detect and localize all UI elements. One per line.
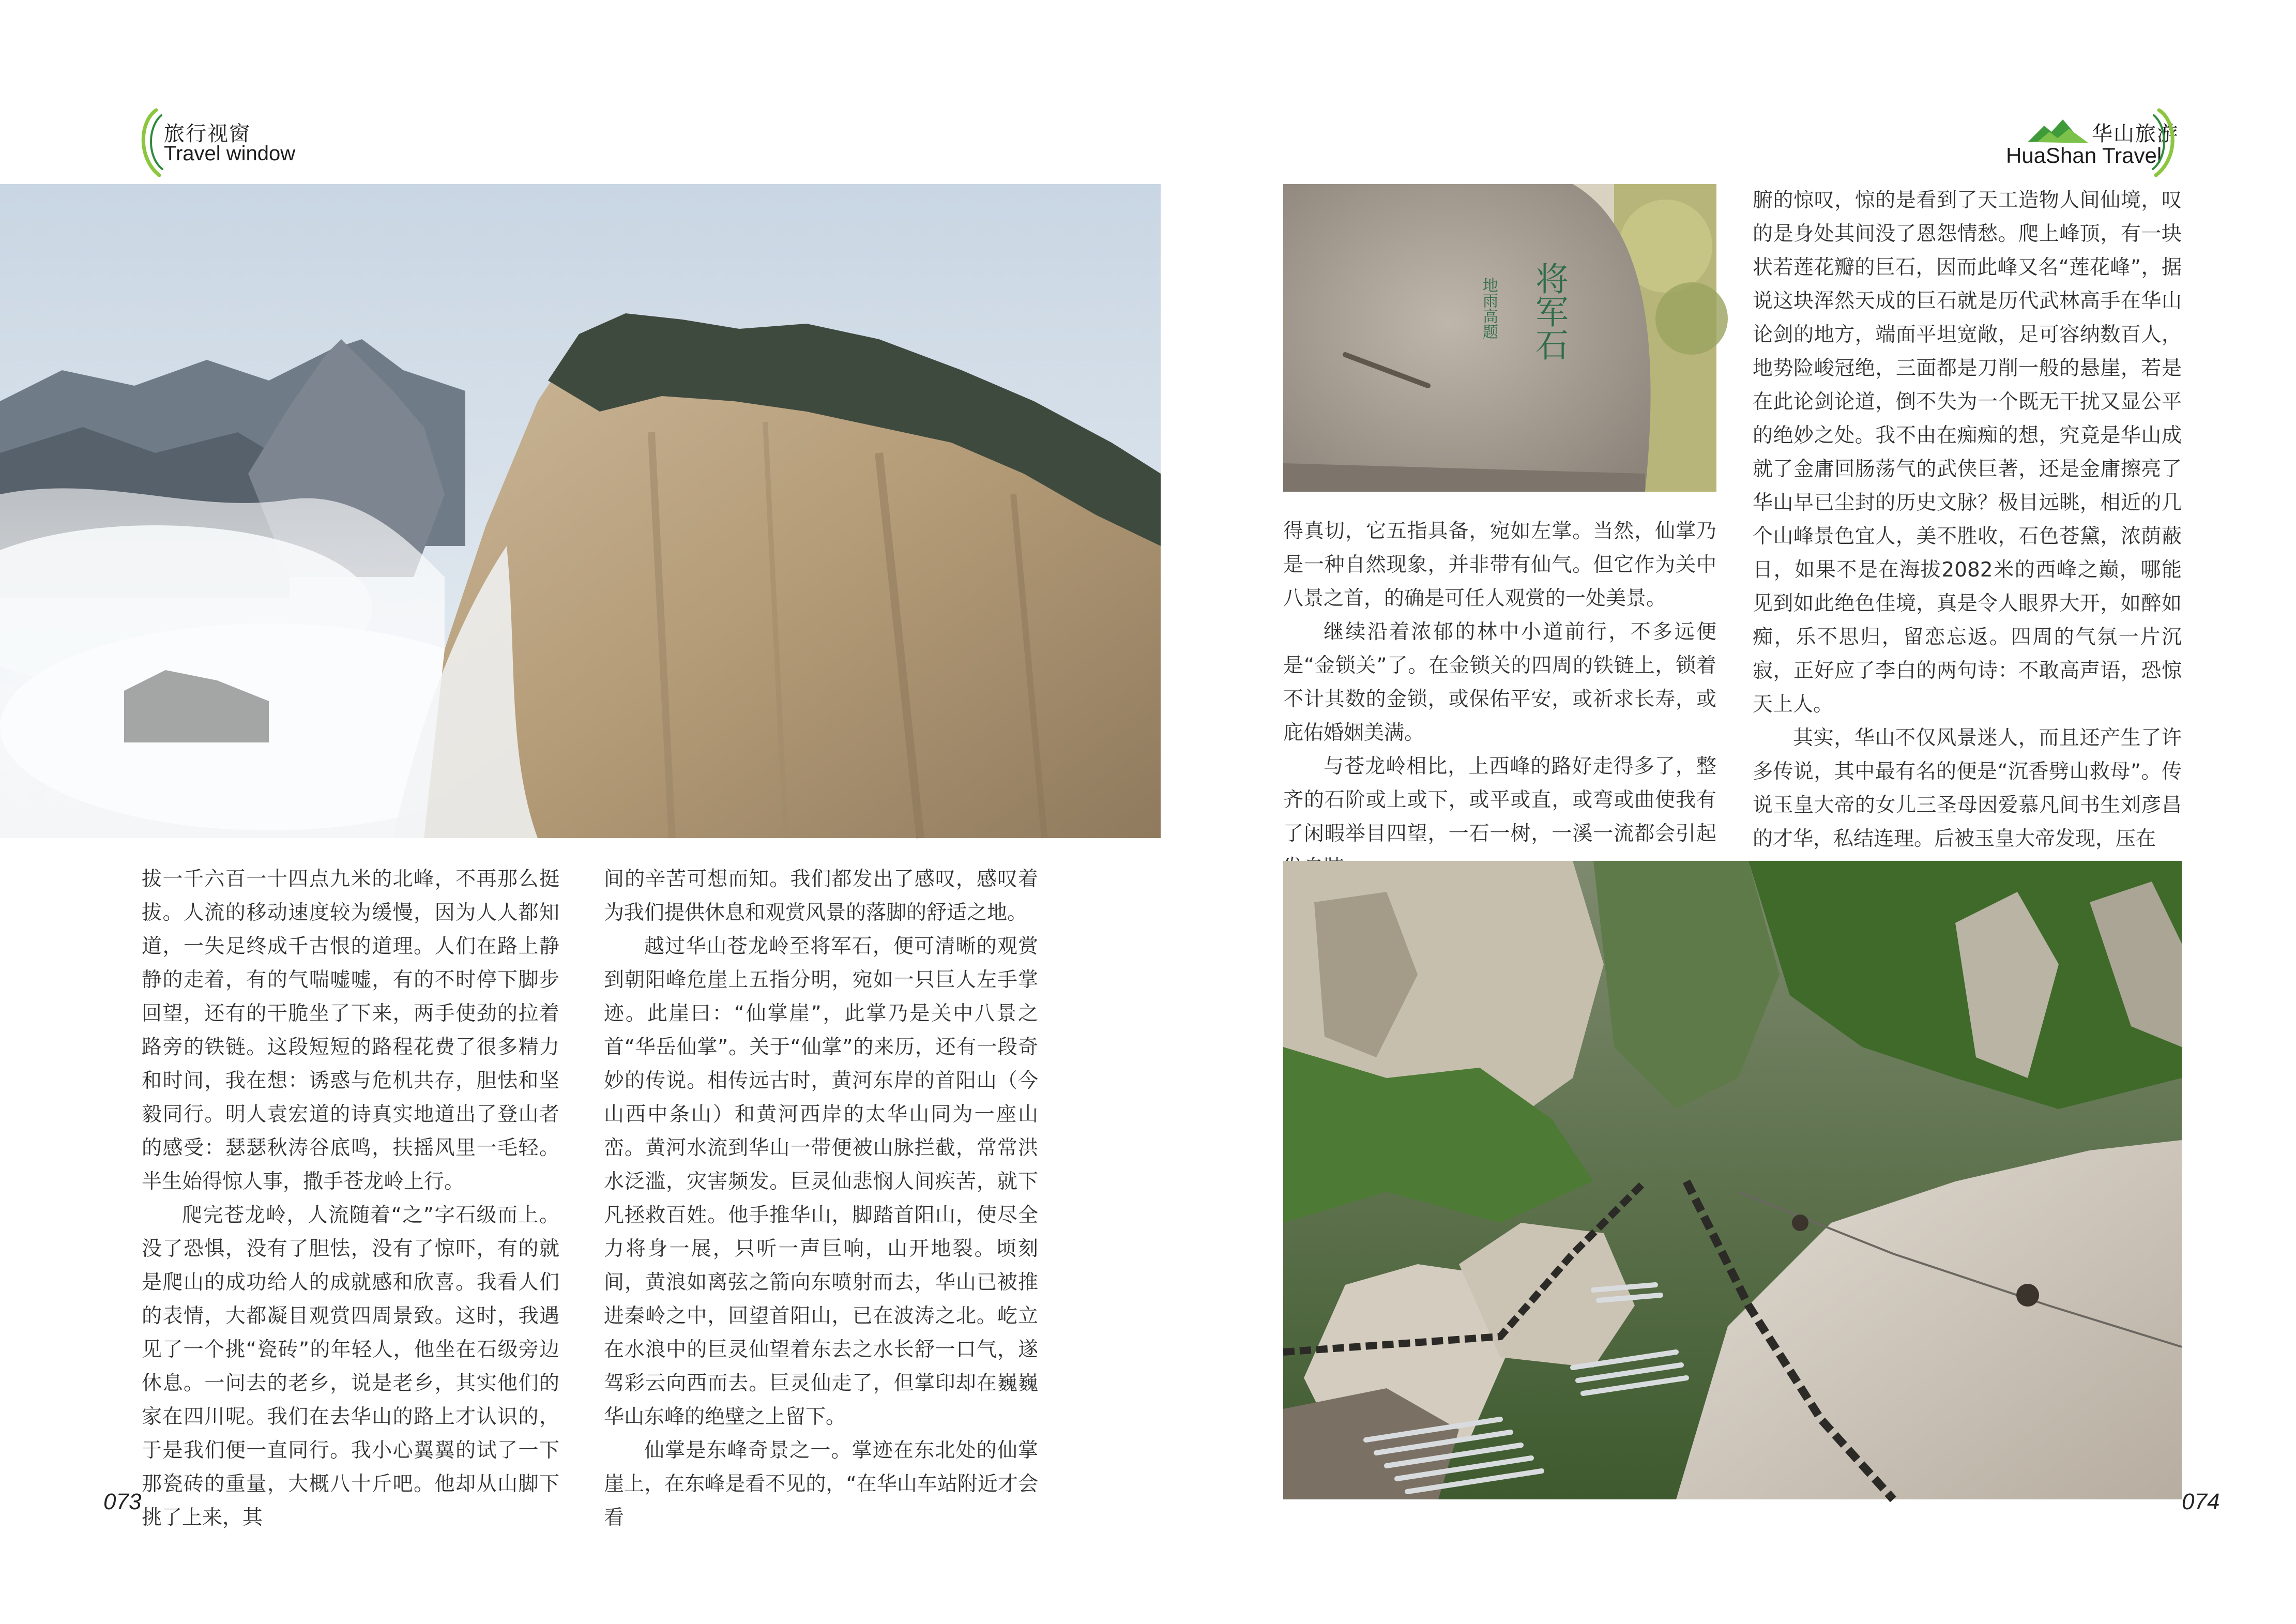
rock-inscription-small: 地雨高题 (1480, 277, 1498, 339)
left-header-title-en: Travel window (164, 142, 296, 165)
photo-cliffs-clouds (0, 184, 1161, 838)
page-number-right: 074 (2182, 1489, 2220, 1514)
paragraph: 与苍龙岭相比，上西峰的路好走得多了，整齐的石阶或上或下，或平或直，或弯或曲使我有了闲暇举目四望，一石一树，一溪一流都会引起 (1283, 755, 1716, 845)
paragraph: 间的辛苦可想而知。我们都发出了感叹，感叹着为我们提供休息和观赏风景的落脚的舒适之地。 (604, 868, 1038, 924)
paragraph: 爬完苍龙岭，人流随着“之”字石级而上。没了恐惧，没有了胆怯，没有了惊吓，有的就是爬山的成功给人的成就感和欣喜。我看人们的表情，大都凝目观赏四周景致。这时，我遇见了一个挑“瓷砖”的年轻人，他坐在石级旁边休息。一问去的老乡，说是老乡，其实他们的家在四川呢。我们在去华山的路上才认识的，于是我们便一直同行。我小心翼翼的试了一下那瓷砖的重量，大概八十斤吧。他却从山脚下挑了上来，其 (142, 1204, 559, 1529)
paragraph: 其实，华山不仅风景迷人，而且还产生了许多传说，其中最有名的便是“沉香劈山救母”。传说玉皇大帝的女儿三圣母因爱慕凡间书生刘彦昌的才华，私结连理。后被玉皇大帝发现，压在 (1753, 726, 2182, 851)
paragraph: 仙掌是东峰奇景之一。掌迹在东北处的仙掌崖上，在东峰是看不见的，“在华山车站附近才会看 (604, 1439, 1038, 1529)
paragraph: 拔一千六百一十四点九米的北峰，不再那么挺拔。人流的移动速度较为缓慢，因为人人都知道，一失足终成千古恨的道理。人们在路上静静的走着，有的气喘嘘嘘，有的不时停下脚步回望，还有的干脆坐了下来，两手使劲的拉着路旁的铁链。这段短短的路程花费了很多精力和时间，我在想：诱惑与危机共存，胆怯和坚毅同行。明人袁宏道的诗真实地道出了登山者的感受：瑟瑟秋涛谷底鸣，扶摇风里一毛轻。半生始得惊人事，撒手苍龙岭上行。 (142, 868, 559, 1193)
photo-inscribed-rock (1283, 184, 1716, 492)
page-number-left: 073 (103, 1489, 142, 1514)
paragraph: 继续沿着浓郁的林中小道前行，不多远便是“金锁关”了。在金锁关的四周的铁链上，锁着不计其数的金锁，或保佑平安，或祈求长寿，或庇佑婚姻美满。 (1283, 620, 1716, 745)
leaf-swoosh-icon (2150, 106, 2181, 178)
text-column-left-2 (604, 862, 1038, 1529)
text-column-right-1 (1283, 514, 1716, 845)
paragraph: 得真切，它五指具备，宛如左掌。当然，仙掌乃是一种自然现象，并非带有仙气。但它作为关中八景之首，的确是可任人观赏的一处美景。 (1283, 520, 1716, 610)
left-header (135, 106, 353, 178)
right-header (2006, 106, 2182, 178)
right-header-title-cn: 华山旅游 (2092, 122, 2179, 146)
right-header-title-en: HuaShan Travel (2006, 143, 2162, 168)
leaf-swoosh-icon (135, 106, 166, 178)
mountain-logo-icon (2027, 116, 2094, 147)
paragraph: 越过华山苍龙岭至将军石，便可清晰的观赏到朝阳峰危崖上五指分明，宛如一只巨人左手掌迹。此崖曰：“仙掌崖”，此掌乃是关中八景之首“华岳仙掌”。关于“仙掌”的来历，还有一段奇妙的传说。相传远古时，黄河东岸的首阳山（今山西中条山）和黄河西岸的太华山同为一座山峦。黄河水流到华山一带便被山脉拦截，常常洪水泛滥，灾害频发。巨灵仙悲悯人间疾苦，就下凡拯救百姓。他手推华山，脚踏首阳山，使尽全力将身一展，只听一声巨响，山开地裂。顷刻间，黄浪如离弦之箭向东喷射而去，华山已被推进秦岭之中，回望首阳山，已在波涛之北。屹立在水浪中的巨灵仙望着东去之水长舒一口气，遂驾彩云向西而去。巨灵仙走了，但掌印却在巍巍华山东峰的绝壁之上留下。 (604, 935, 1038, 1429)
paragraph: 腑的惊叹，惊的是看到了天工造物人间仙境，叹的是身处其间没了恩怨情愁。爬上峰顶，有一块状若莲花瓣的巨石，因而此峰又名“莲花峰”，据说这块浑然天成的巨石就是历代武林高手在华山论剑的地方，端面平坦宽敞，足可容纳数百人，地势险峻冠绝，三面都是刀削一般的悬崖，若是在此论剑论道，倒不失为一个既无干扰又显公平的绝妙之处。我不由在痴痴的想，究竟是华山成就了金庸回肠荡气的武侠巨著，还是金庸擦亮了华山早已尘封的历史文脉？极目远眺，相近的几个山峰景色宜人，美不胜收，石色苍黛，浓荫蔽日，如果不是在海拔2082米的西峰之巅，哪能见到如此绝色佳境，真是令人眼界大开，如醉如痴，乐不思归，留恋忘返。四周的气氛一片沉寂，正好应了李白的两句诗：不敢高声语，恐惊天上人。 (1753, 189, 2182, 716)
rock-inscription-large: 将军石 (1530, 262, 1568, 361)
text-column-left-1 (142, 862, 559, 1529)
text-column-right-2 (1753, 184, 2182, 851)
left-header-title-cn: 旅行视窗 (164, 122, 251, 146)
photo-chains-cliff-path (1283, 861, 2182, 1499)
